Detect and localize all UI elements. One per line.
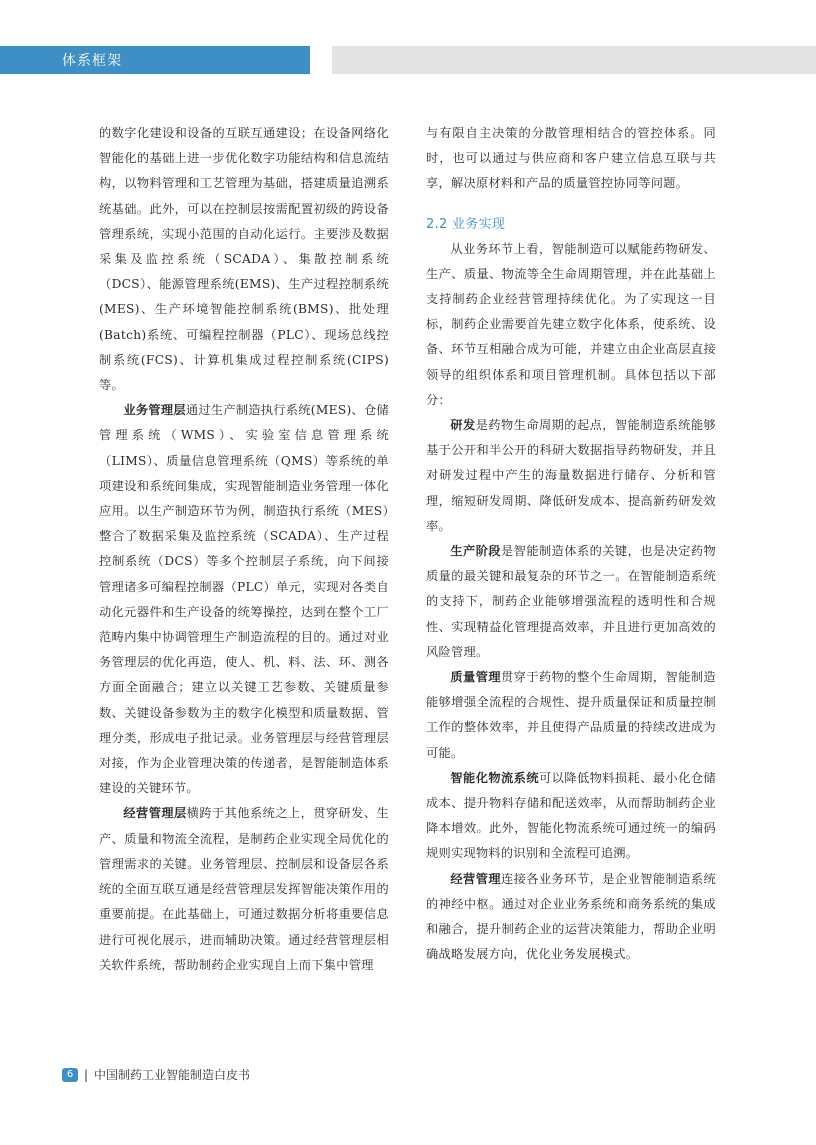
left-paragraph-1: 的数字化建设和设备的互联互通建设；在设备网络化智能化的基础上进一步优化数字功能结构和信息流结构，以物料管理和工艺管理为基础，搭建质量追溯系统基础。此外，可以在控制层按需配置初级的跨设备管理系统，实现小范围的自动化运行。主要涉及数据采集及监控系统（SCADA）、集散控制系统（DCS）、能源管理系统(EMS)、生产过程控制系统(MES)、生产环境智能控制系统(BMS)、批处理(Batch)系统、可编程控制器（PLC）、现场总线控制系统(FCS)、计算机集成过程控制系统(CIPS)等。: [99, 126, 389, 393]
left-paragraph-2: 业务管理层通过生产制造执行系统(MES)、仓储管理系统（WMS）、实验室信息管理系统（LIMS）、质量信息管理系统（QMS）等系统的单项建设和系统间集成，实现智能制造业务管理一体化应用。以生产制造环节为例，制造执行系统（MES）整合了数据采集及监控系统（SCADA）、生产过程控制系统（DCS）等多个控制层子系统，向下间接管理诸多可编程控制器（PLC）单元，实现对各类自动化元器件和生产设备的统筹操控，达到在整个工厂范畴内集中协调管理生产制造流程的目的。通过对业务管理层的优化再造，使人、机、料、法、环、测各方面全面融合；建立以关键工艺参数、关键质量参数、关键设备参数为主的数字化模型和质量数据、管理分类，形成电子批记录。业务管理层与经营管理层对接，作为企业管理决策的传递者，是智能制造体系建设的关键环节。: [99, 403, 389, 796]
right-paragraph-5: 智能化物流系统可以降低物料损耗、最小化仓储成本、提升物料存储和配送效率，从而帮助制药企业降本增效。此外，智能化物流系统可通过统一的编码规则实现物料的识别和全流程可追溯。: [426, 770, 716, 861]
right-paragraph-3: 生产阶段是智能制造体系的关键，也是决定药物质量的最关键和最复杂的环节之一。在智能制造系统的支持下，制药企业能够增强流程的透明性和合规性、实现精益化管理提高效率，并且进行更加高效的风险管理。: [426, 544, 716, 659]
left-column: [99, 121, 389, 978]
right-paragraph-4: 质量管理贯穿于药物的整个生命周期，智能制造能够增强全流程的合规性、提升质量保证和质量控制工作的整体效率，并且使得产品质量的持续改进成为可能。: [426, 670, 716, 760]
header-gray-band: [332, 46, 816, 74]
left-paragraph-3: 经营管理层横跨于其他系统之上，贯穿研发、生产、质量和物流全流程，是制药企业实现全局优化的管理需求的关键。业务管理层、控制层和设备层各系统的全面互联互通是经营管理层发挥智能决策作用的重要前提。在此基础上，可通过数据分析将重要信息进行可视化展示，进而辅助决策。通过经营管理层相关软件系统，帮助制药企业实现自上而下集中管理: [99, 806, 389, 972]
section-label: 体系框架: [62, 53, 122, 69]
term-quality: 质量管理: [450, 670, 502, 685]
term-operation: 经营管理: [450, 871, 502, 886]
right-paragraph-6: 经营管理连接各业务环节，是企业智能制造系统的神经中枢。通过对企业业务系统和商务系统的集成和融合，提升制药企业的运营决策能力，帮助企业明确战略发展方向，优化业务发展模式。: [426, 871, 716, 962]
section-header-bar: [0, 46, 310, 74]
term-logistics: 智能化物流系统: [450, 770, 539, 785]
term-production: 生产阶段: [450, 544, 502, 559]
footer-separator: |: [84, 1067, 89, 1082]
right-paragraph-1: 从业务环节上看，智能制造可以赋能药物研发、生产、质量、物流等全生命周期管理，并在此基础上支持制药企业经营管理持续优化。为了实现这一目标，制药企业需要首先建立数字化体系，使系统、设备、环节互相融合成为可能，并建立由企业高层直接领导的组织体系和项目管理机制。具体包括以下部分：: [426, 241, 716, 407]
section-title: 2.2 业务实现: [426, 216, 506, 232]
page-footer: [62, 1066, 250, 1082]
term-rd: 研发: [450, 418, 476, 433]
book-title: 中国制药工业智能制造白皮书: [94, 1068, 251, 1082]
page-number: 6: [62, 1068, 78, 1082]
right-paragraph-0: 与有限自主决策的分散管理相结合的管控体系。同时，也可以通过与供应商和客户建立信息互联与共享，解决原材料和产品的质量管控协同等问题。: [426, 126, 716, 191]
right-column: [426, 121, 716, 968]
term-business-layer: 业务管理层: [123, 403, 186, 418]
term-operation-layer: 经营管理层: [123, 806, 187, 821]
right-paragraph-2: 研发是药物生命周期的起点，智能制造系统能够基于公开和半公开的科研大数据指导药物研发，并且对研发过程中产生的海量数据进行储存、分析和管理，缩短研发周期、降低研发成本、提高新药研发效率。: [426, 418, 716, 533]
